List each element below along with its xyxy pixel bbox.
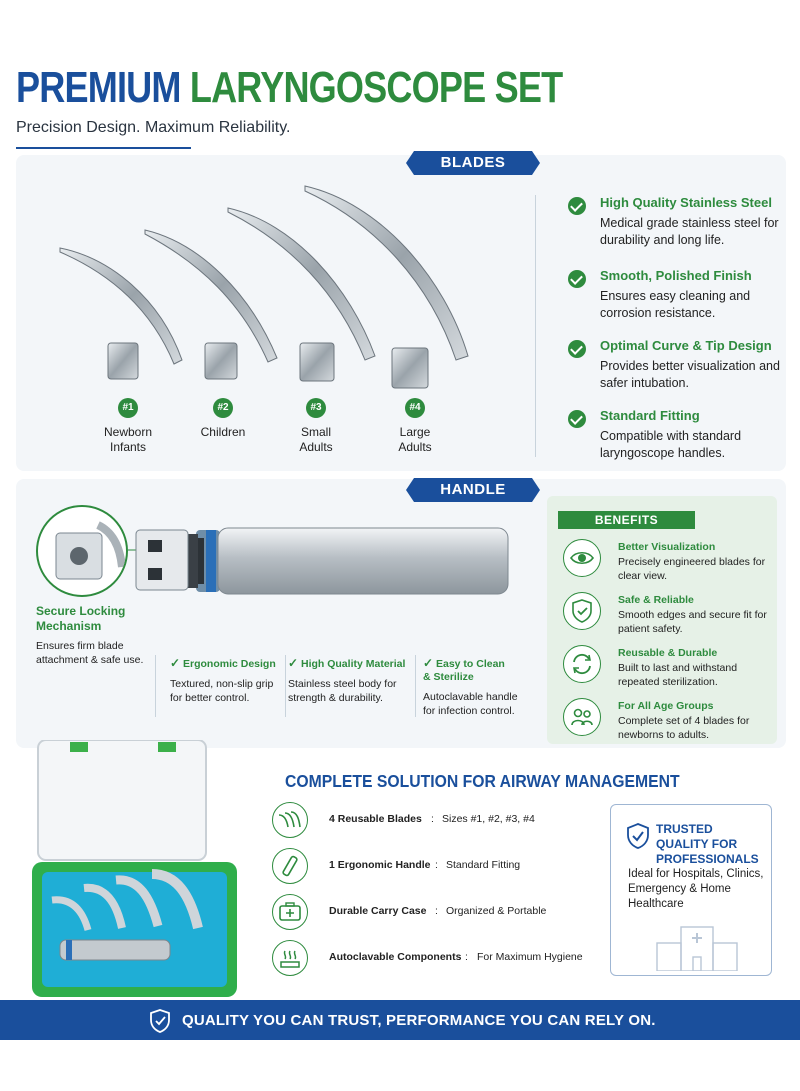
- component-value: For Maximum Hygiene: [477, 951, 583, 963]
- component-handle: [272, 848, 592, 884]
- feature-desc: Provides better visualization and safer intubation.: [600, 359, 780, 390]
- feature-standard-fitting: [568, 408, 783, 468]
- benefit-safe-reliable: [563, 592, 773, 634]
- title-product: LARYNGOSCOPE SET: [189, 63, 563, 112]
- feature-title: High Quality Stainless Steel: [600, 195, 772, 210]
- blade-4-badge: #4: [405, 398, 425, 418]
- blade-3-label-line2: Adults: [299, 440, 333, 454]
- lock-closeup-icon: [38, 507, 128, 597]
- blade-3-icon: [228, 208, 375, 381]
- subtitle-underline: [16, 147, 191, 149]
- handle-feature-sterilize: [423, 657, 531, 718]
- feature-stainless-steel: [568, 195, 783, 255]
- handle-feature-material: [288, 657, 408, 705]
- component-separator: :: [435, 905, 438, 917]
- check-icon: [568, 340, 586, 358]
- handle-feature-desc: Textured, non-slip grip for better control.: [170, 678, 274, 704]
- lock-title: Secure Locking Mechanism: [36, 604, 126, 633]
- handle-divider-3: [415, 655, 416, 717]
- footer-banner: [0, 1000, 800, 1040]
- locking-mechanism-closeup: [36, 505, 128, 597]
- trusted-quality-box: [610, 804, 772, 976]
- benefits-tag: BENEFITS: [558, 511, 695, 529]
- blade-2-label: [178, 425, 268, 440]
- handle-feature-desc: Stainless steel body for strength & durability.: [288, 678, 397, 704]
- eye-icon: [563, 539, 601, 577]
- handle-divider-1: [155, 655, 156, 717]
- blade-3-badge: #3: [306, 398, 326, 418]
- case-icon: [272, 894, 308, 930]
- component-separator: :: [465, 951, 468, 963]
- blade-3-label-line1: Small: [300, 425, 331, 439]
- handle-feature-title: High Quality Material: [300, 658, 406, 670]
- shield-icon: [148, 1008, 172, 1039]
- people-icon: [563, 698, 601, 736]
- blade-1-label-line1: Newborn: [103, 425, 153, 439]
- feature-curve-tip: [568, 338, 783, 398]
- handle-illustration: [126, 520, 516, 610]
- shield-check-icon: [563, 592, 601, 630]
- feature-title: Smooth, Polished Finish: [600, 268, 752, 283]
- blade-1-label: [83, 425, 173, 455]
- benefit-desc: Precisely engineered blades for clear view.: [618, 556, 766, 582]
- blade-2-badge: #2: [213, 398, 233, 418]
- blades-divider: [535, 195, 536, 457]
- handle-divider-2: [285, 655, 286, 717]
- blades-illustration: [50, 178, 480, 398]
- footer-text: QUALITY YOU CAN TRUST, PERFORMANCE YOU CAN RELY ON.: [182, 1012, 656, 1029]
- feature-title: Standard Fitting: [600, 408, 700, 423]
- benefit-title: Safe & Reliable: [618, 594, 694, 606]
- feature-desc: Compatible with standard laryngoscope handles.: [600, 429, 742, 460]
- trusted-desc: Ideal for Hospitals, Clinics, Emergency & Home Healthcare: [628, 868, 764, 910]
- handle-feature-ergonomic: [170, 657, 280, 705]
- blade-2-icon: [145, 230, 277, 379]
- hospital-icon: [651, 917, 743, 976]
- trusted-title: TRUSTED QUALITY FOR PROFESSIONALS: [656, 822, 759, 866]
- handle-feature-title: Ergonomic Design: [182, 658, 276, 670]
- handle-section-tag: HANDLE: [414, 478, 532, 502]
- blades-section-tag: BLADES: [414, 151, 532, 175]
- check-icon: [568, 410, 586, 428]
- check-icon: [568, 197, 586, 215]
- handle-feature-desc: Autoclavable handle for infection control.: [423, 691, 518, 717]
- handle-icon: [272, 848, 308, 884]
- blade-1-badge: #1: [118, 398, 138, 418]
- blade-4-label-line2: Adults: [398, 440, 432, 454]
- benefit-desc: Built to last and withstand repeated sterilization.: [618, 662, 738, 688]
- check-icon: ✓: [288, 656, 299, 670]
- component-case: [272, 894, 592, 930]
- benefit-desc: Complete set of 4 blades for newborns to adults.: [618, 715, 750, 741]
- component-separator: :: [431, 813, 434, 825]
- solution-title: COMPLETE SOLUTION FOR AIRWAY MANAGEMENT: [285, 771, 680, 791]
- page-subtitle: Precision Design. Maximum Reliability.: [16, 119, 291, 136]
- blade-1-icon: [60, 248, 182, 379]
- component-value: Standard Fitting: [446, 859, 521, 871]
- feature-title: Optimal Curve & Tip Design: [600, 338, 772, 353]
- check-icon: ✓: [423, 656, 434, 670]
- benefit-title: Reusable & Durable: [618, 647, 718, 659]
- page-title: [16, 62, 562, 114]
- component-blades: [272, 802, 592, 838]
- benefit-all-ages: [563, 698, 773, 740]
- feature-desc: Medical grade stainless steel for durability and long life.: [600, 216, 779, 247]
- blade-4-label-line1: Large: [399, 425, 431, 439]
- blade-2-label-line1: Children: [200, 425, 246, 439]
- title-premium: PREMIUM: [16, 63, 181, 112]
- blade-3-label: [271, 425, 361, 455]
- component-name: Durable Carry Case: [329, 905, 427, 917]
- shield-check-icon: [625, 822, 651, 855]
- component-name: Autoclavable Components: [329, 951, 462, 963]
- benefit-visualization: [563, 539, 773, 581]
- feature-desc: Ensures easy cleaning and corrosion resistance.: [600, 289, 751, 320]
- check-icon: [568, 270, 586, 288]
- recycle-icon: [563, 645, 601, 683]
- handle-feature-title: Easy to Clean & Sterilize: [423, 658, 505, 683]
- benefit-title: Better Visualization: [618, 541, 716, 553]
- component-name: 4 Reusable Blades: [329, 813, 422, 825]
- component-autoclavable: [272, 940, 592, 976]
- carry-case-illustration: [30, 740, 245, 1005]
- benefit-desc: Smooth edges and secure fit for patient safety.: [618, 609, 767, 635]
- check-icon: ✓: [170, 656, 181, 670]
- component-name: 1 Ergonomic Handle: [329, 859, 431, 871]
- feature-polished-finish: [568, 268, 783, 328]
- benefit-reusable: [563, 645, 773, 687]
- steam-icon: [272, 940, 308, 976]
- blade-1-label-line2: Infants: [109, 440, 147, 454]
- blades-icon: [272, 802, 308, 838]
- lock-desc: Ensures firm blade attachment & safe use.: [36, 640, 144, 666]
- component-separator: :: [435, 859, 438, 871]
- component-value: Organized & Portable: [446, 905, 547, 917]
- blade-4-label: [370, 425, 460, 455]
- benefit-title: For All Age Groups: [618, 700, 714, 712]
- component-value: Sizes #1, #2, #3, #4: [442, 813, 535, 825]
